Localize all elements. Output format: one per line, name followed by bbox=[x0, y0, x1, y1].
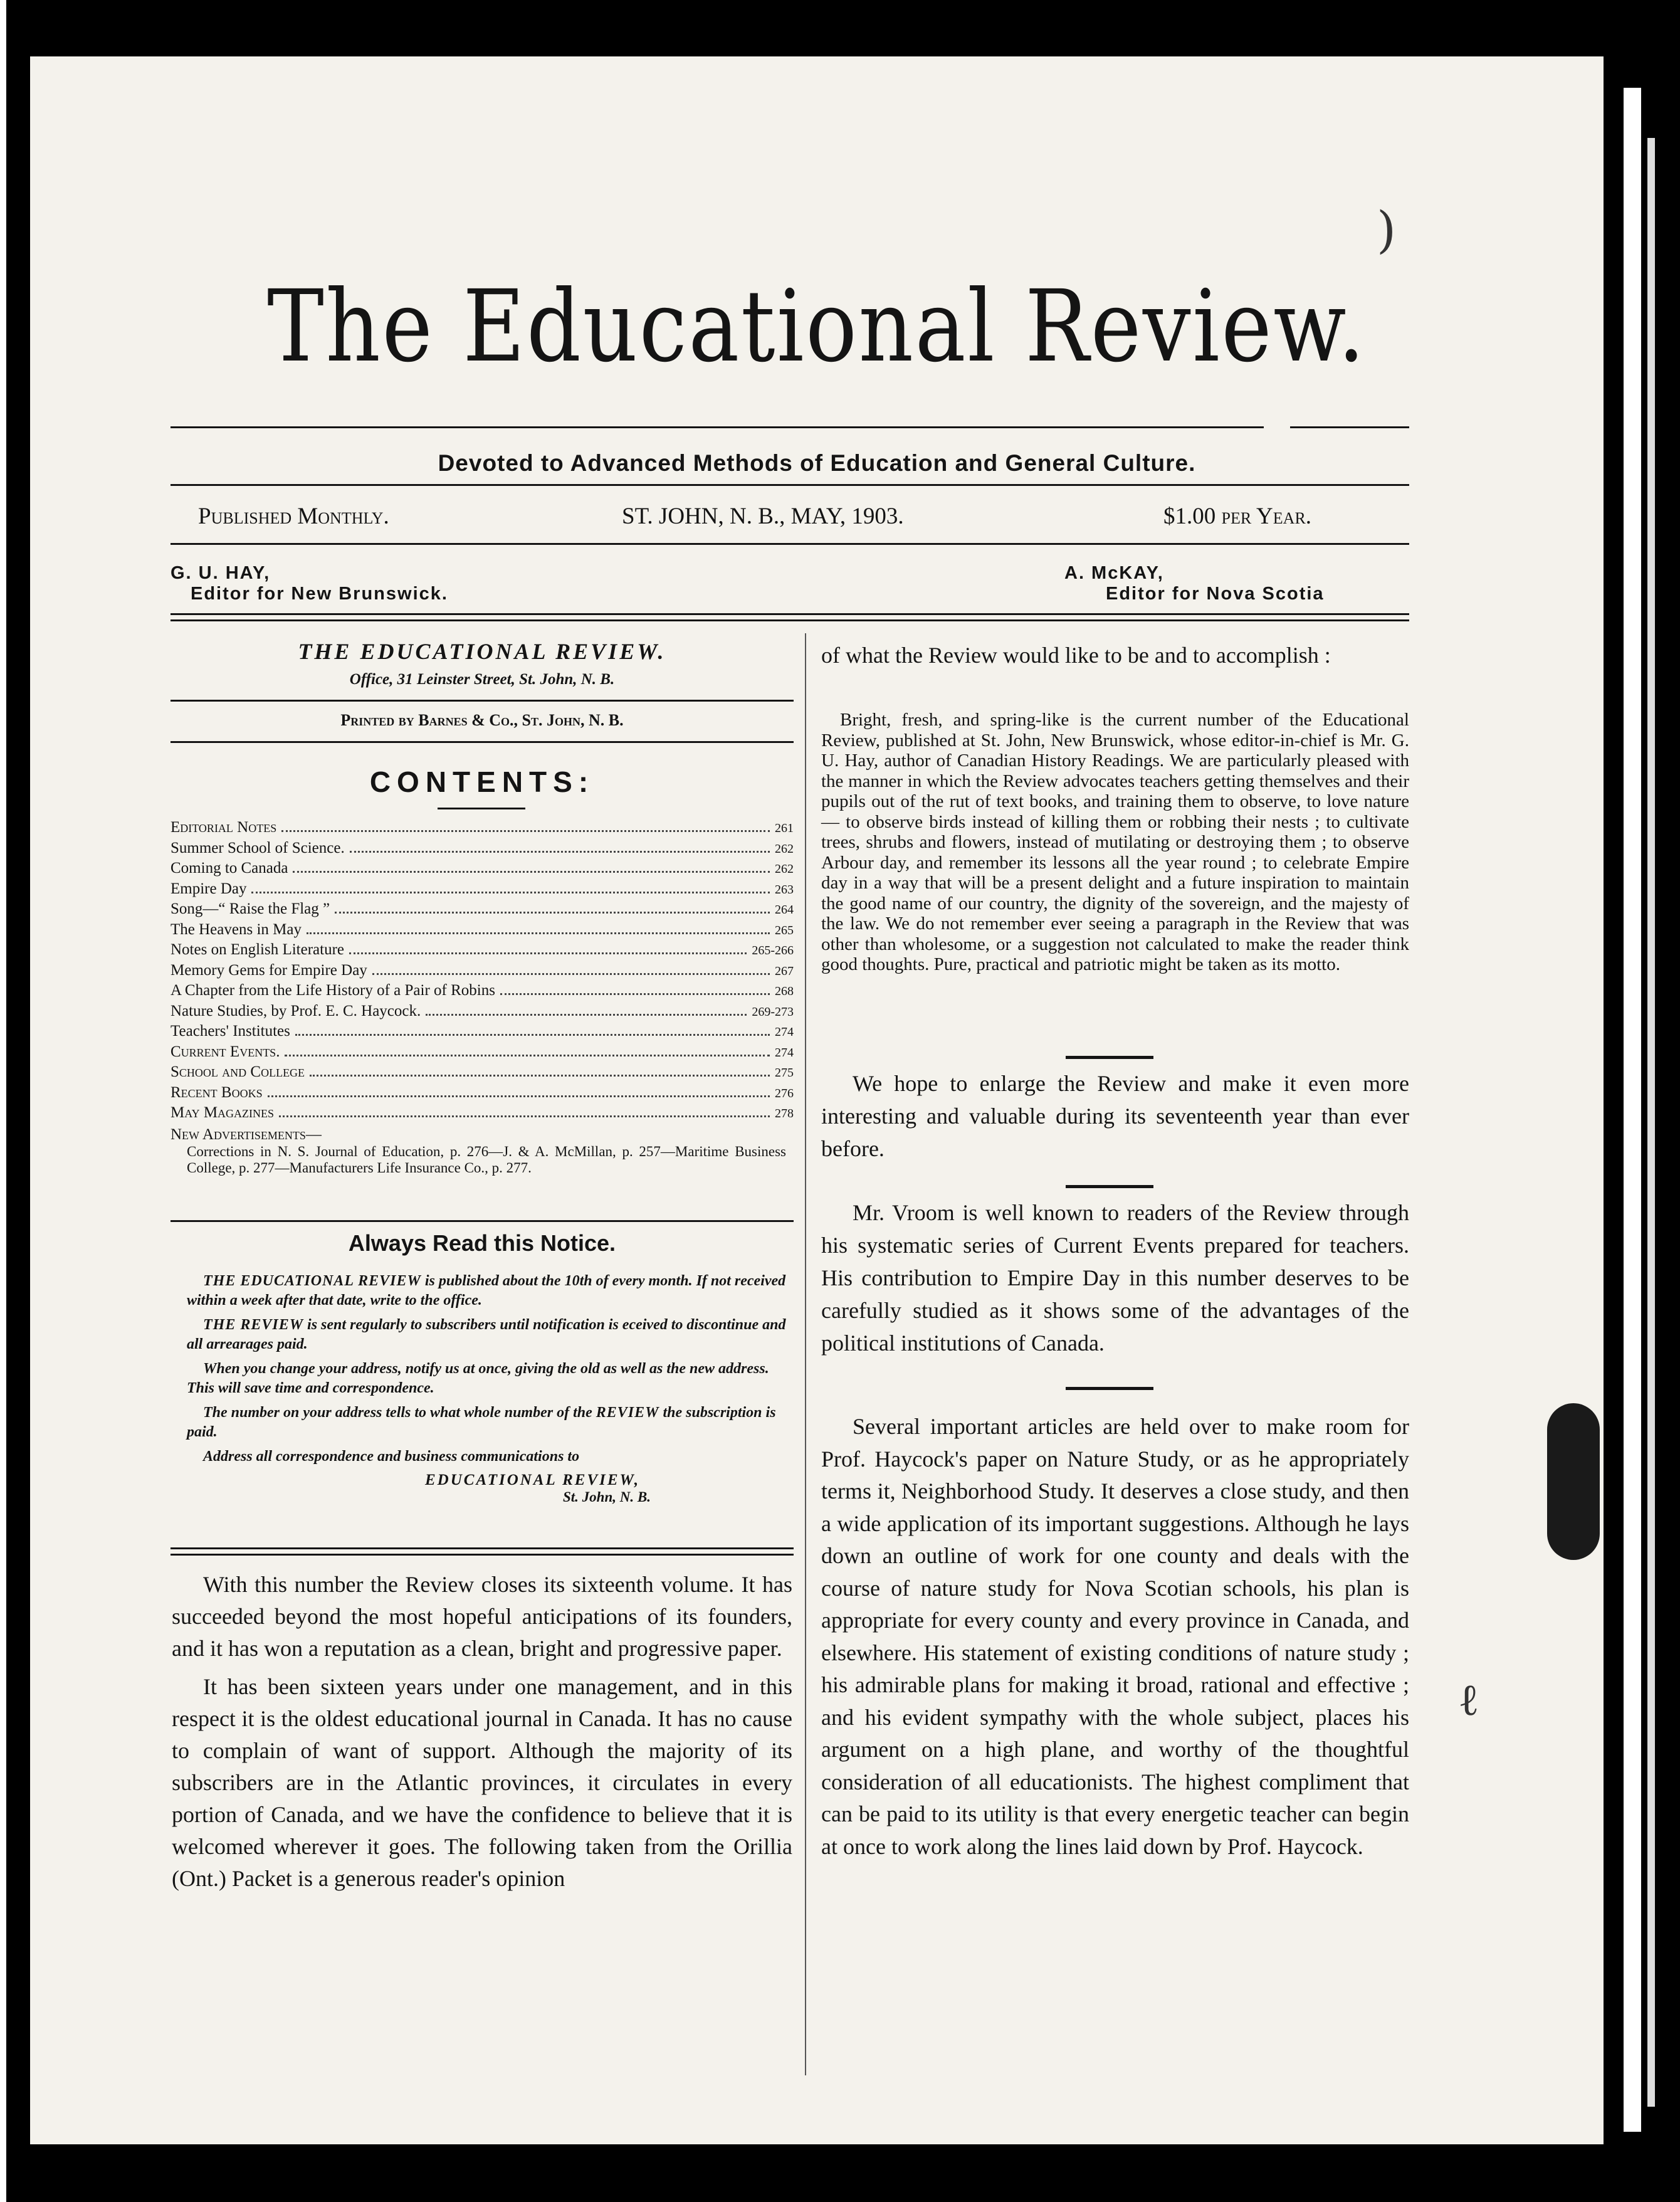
left-double-rule-1 bbox=[171, 1547, 794, 1549]
contents-leader-dots bbox=[281, 830, 770, 832]
contents-leader-dots bbox=[349, 952, 747, 954]
contents-item bbox=[171, 1083, 794, 1104]
masthead-rule-top-right bbox=[1290, 426, 1409, 428]
contents-item-title: Memory Gems for Empire Day bbox=[171, 961, 367, 979]
issue-date: ST. JOHN, N. B., MAY, 1903. bbox=[622, 503, 904, 529]
contents-item bbox=[171, 1042, 794, 1063]
contents-item-page: 261 bbox=[775, 821, 794, 835]
left-column-body bbox=[172, 1569, 792, 1895]
imprint-rule-1 bbox=[171, 700, 794, 702]
contents-item-title: A Chapter from the Life History of a Pair of Robins bbox=[171, 982, 495, 999]
contents-leader-dots bbox=[310, 1075, 770, 1077]
printer-line: Printed by Barnes & Co., St. John, N. B. bbox=[340, 711, 624, 729]
contents-item-title: Editorial Notes bbox=[171, 819, 277, 836]
notice-para-4 bbox=[187, 1403, 792, 1442]
notice-p1-lead: THE EDUCATIONAL REVIEW bbox=[203, 1273, 421, 1289]
contents-item-title: Song—“ Raise the Flag ” bbox=[171, 900, 330, 917]
contents-leader-dots bbox=[295, 1034, 770, 1036]
scan-right-edge bbox=[1647, 138, 1655, 2107]
notice-p4-text-b: the subscription is paid. bbox=[187, 1404, 776, 1440]
contents-item-title: The Heavens in May bbox=[171, 920, 302, 938]
published-label: Published Monthly. bbox=[198, 503, 389, 529]
contents-item-page: 269-273 bbox=[752, 1004, 794, 1019]
notice-para-1 bbox=[187, 1272, 792, 1310]
notice-para-2 bbox=[187, 1315, 792, 1354]
contents-item bbox=[171, 899, 794, 920]
editor-nova-scotia bbox=[1064, 563, 1403, 604]
masthead-rule-bottom bbox=[171, 543, 1409, 545]
contents-item-title: Summer School of Science. bbox=[171, 839, 345, 856]
contents-item bbox=[171, 818, 794, 838]
new-adv-heading: New Advertisements— bbox=[171, 1126, 322, 1143]
contents-item-page: 262 bbox=[775, 862, 794, 876]
contents-item-page: 263 bbox=[775, 882, 794, 897]
contents-item-title: School and College bbox=[171, 1063, 305, 1080]
contents-heading: CONTENTS: bbox=[369, 766, 595, 798]
notice-heading: Always Read this Notice. bbox=[348, 1230, 616, 1256]
contents-leader-dots bbox=[293, 871, 770, 873]
editor-role-right: Editor for Nova Scotia bbox=[1106, 584, 1325, 604]
margin-pencil-mark-right: ℓ bbox=[1458, 1674, 1479, 1725]
notice-p2-lead: THE REVIEW bbox=[203, 1317, 304, 1333]
contents-item bbox=[171, 940, 794, 961]
contents-item-page: 276 bbox=[775, 1086, 794, 1100]
notice-para-5: Address all correspondence and business communications to bbox=[203, 1448, 580, 1465]
left-body-para-1: With this number the Review closes its sixteenth volume. It has succeeded beyond the most hopeful anticipations of its founders, and it has won a reputation as a clean, bright and progressive paper. bbox=[172, 1572, 792, 1661]
right-intro: of what the Review would like to be and to accomplish : bbox=[821, 643, 1331, 668]
contents-item bbox=[171, 1103, 794, 1124]
editor-new-brunswick bbox=[171, 563, 448, 604]
margin-pencil-mark-top: ) bbox=[1377, 201, 1397, 259]
column-divider bbox=[805, 633, 806, 2075]
imprint-rule-2 bbox=[171, 741, 794, 743]
right-para-hope bbox=[821, 1067, 1409, 1165]
contents-leader-dots bbox=[372, 973, 770, 975]
contents-leader-dots bbox=[307, 932, 770, 934]
contents-item-page: 262 bbox=[775, 841, 794, 856]
contents-end-rule bbox=[171, 1220, 794, 1222]
contents-item bbox=[171, 879, 794, 900]
contents-item-page: 265-266 bbox=[752, 944, 794, 957]
header-double-rule-2 bbox=[171, 619, 1409, 621]
contents-leader-dots bbox=[350, 851, 770, 853]
notice-para-3: When you change your address, notify us at once, giving the old as well as the new address. This will save time and correspondence. bbox=[187, 1361, 769, 1396]
left-double-rule-2 bbox=[171, 1554, 794, 1556]
section-rule-1 bbox=[1066, 1056, 1153, 1059]
section-rule-2 bbox=[1066, 1185, 1153, 1188]
notice-signature-2: St. John, N. B. bbox=[563, 1489, 651, 1505]
newspaper-page bbox=[30, 56, 1604, 2144]
masthead-subtitle: Devoted to Advanced Methods of Education and General Culture. bbox=[438, 450, 1196, 476]
contents-item-title: Notes on English Literature bbox=[171, 941, 345, 958]
contents-leader-dots bbox=[335, 912, 770, 914]
contents-item-page: 274 bbox=[775, 1045, 794, 1060]
contents-item-title: Nature Studies, by Prof. E. C. Haycock. bbox=[171, 1002, 421, 1019]
new-adv-text: Corrections in N. S. Journal of Education, p. 276—J. & A. McMillan, p. 257—Maritime Business College, p. 277—Manufacturers Life Insurance Co., p. 277. bbox=[187, 1144, 786, 1176]
editor-role-left: Editor for New Brunswick. bbox=[191, 584, 448, 604]
contents-leader-dots bbox=[500, 993, 770, 995]
contents-leader-dots bbox=[279, 1115, 770, 1117]
several-text: Several important articles are held over to make room for Prof. Haycock's paper on Nature Study, or as he appropriately terms it, Neighborhood Study. It deserves a close study, and then a wide application of its important suggestions. Although he lays down an outline of work for one county and deals with the course of nature study for Nova Scotian schools, his plan is appropriate for every county and every province in Canada, and elsewhere. His statement of existing conditions of nature study ; his admirable plans for making it broad, rational and effective ; and his evident sympathy with the whole subject, places his argument on a high plane, and worthy of the thoughtful consideration of all educationists. The highest compliment that can be paid to its utility is that every energetic teacher can begin at once to work along the lines laid down by Prof. Haycock. bbox=[821, 1414, 1409, 1859]
contents-leader-dots bbox=[426, 1014, 747, 1016]
notice-p4-lead: REVIEW bbox=[596, 1404, 659, 1421]
scan-right-margin bbox=[1624, 88, 1641, 2132]
editor-name-left: G. U. HAY, bbox=[171, 563, 271, 583]
contents-item bbox=[171, 1021, 794, 1042]
right-para-vroom bbox=[821, 1196, 1409, 1359]
contents-item bbox=[171, 1062, 794, 1083]
contents-item-title: Recent Books bbox=[171, 1083, 263, 1101]
contents-item-page: 267 bbox=[775, 964, 794, 978]
contents-list bbox=[171, 818, 794, 1124]
notice-p4-text-a: The number on your address tells to what whole number of the bbox=[203, 1404, 592, 1421]
editor-name-right: A. McKAY, bbox=[1064, 563, 1164, 583]
notice-p2-text: is sent regularly to subscribers until notification is eceived to discontinue and all arrearages paid. bbox=[187, 1317, 786, 1352]
contents-item-page: 265 bbox=[775, 923, 794, 937]
contents-item bbox=[171, 1001, 794, 1022]
masthead-rule-top bbox=[171, 426, 1264, 428]
masthead-rule-mid bbox=[171, 484, 1409, 486]
contents-item-title: Teachers' Institutes bbox=[171, 1023, 290, 1040]
notice-p1-text: is published about the 10th of every month. If not received within a week after that date, write to the office. bbox=[187, 1273, 786, 1309]
binding-clip bbox=[1547, 1403, 1600, 1560]
header-double-rule-1 bbox=[171, 613, 1409, 615]
price-label: $1.00 per Year. bbox=[1163, 503, 1312, 529]
contents-item-page: 268 bbox=[775, 984, 794, 998]
contents-item-title: Current Events. bbox=[171, 1043, 280, 1060]
contents-item-page: 274 bbox=[775, 1025, 794, 1039]
contents-item bbox=[171, 961, 794, 981]
contents-leader-dots bbox=[268, 1095, 770, 1097]
contents-item-title: Coming to Canada bbox=[171, 860, 288, 877]
masthead-title: The Educational Review. bbox=[267, 269, 1367, 384]
contents-leader-dots bbox=[285, 1055, 770, 1056]
contents-item bbox=[171, 858, 794, 879]
contents-item bbox=[171, 920, 794, 940]
notice-box bbox=[187, 1272, 792, 1505]
right-para-several bbox=[821, 1411, 1409, 1863]
hope-text: We hope to enlarge the Review and make it even more interesting and valuable during its seventeenth year than ever before. bbox=[821, 1071, 1409, 1161]
orillia-packet-quote: Bright, fresh, and spring-like is the current number of the Educational Review, published at St. John, New Brunswick, whose editor-in-chief is Mr. G. U. Hay, author of Canadian History Readings. We are particularly pleased with the manner in which the Review advocates teachers getting themselves and their pupils out of the rut of text books, and training them to observe, to love nature — to observe birds instead of killing them or robbing their nests ; to cultivate trees, shrubs and flowers, instead of mutilating or destroying them ; to observe Arbour day, and remember its lessons all the year round ; to celebrate Empire day in a way that will be a present delight and a future inspiration to maintain the good name of our country, the dignity of the sovereign, and the majesty of the law. We do not remember ever seeing a paragraph in the Review that was other than wholesome, or a suggestion not calculated to make the reader think good thoughts. Pure, practical and patriotic might be taken as its motto. bbox=[821, 710, 1409, 974]
contents-item-title: Empire Day bbox=[171, 880, 247, 897]
imprint-office: Office, 31 Leinster Street, St. John, N. B. bbox=[349, 671, 615, 688]
scan-left-margin bbox=[0, 0, 6, 2202]
contents-item-page: 278 bbox=[775, 1107, 794, 1120]
notice-signature-1: EDUCATIONAL REVIEW, bbox=[425, 1472, 641, 1488]
new-advertisements bbox=[171, 1126, 794, 1176]
imprint-title: THE EDUCATIONAL REVIEW. bbox=[298, 639, 666, 664]
contents-item-title: May Magazines bbox=[171, 1104, 275, 1121]
vroom-text: Mr. Vroom is well known to readers of the Review through his systematic series of Current Events prepared for teachers. His contribution to Empire Day in this number deserves to be carefully studied as it shows some of the advantages of the political institutions of Canada. bbox=[821, 1200, 1409, 1356]
contents-item bbox=[171, 838, 794, 859]
contents-leader-dots bbox=[251, 892, 770, 893]
contents-heading-rule bbox=[438, 808, 525, 809]
contents-item-page: 275 bbox=[775, 1066, 794, 1080]
section-rule-3 bbox=[1066, 1387, 1153, 1390]
contents-item-page: 264 bbox=[775, 903, 794, 917]
contents-item bbox=[171, 981, 794, 1001]
left-body-para-2: It has been sixteen years under one management, and in this respect it is the oldest educational journal in Canada. It has no cause to complain of want of support. Although the majority of its subscribers are in the Atlantic provinces, it circulates in every portion of Canada, and we have the confidence to believe that it is welcomed wherever it goes. The following taken from the Orillia (Ont.) Packet is a generous reader's opinion bbox=[172, 1674, 792, 1891]
